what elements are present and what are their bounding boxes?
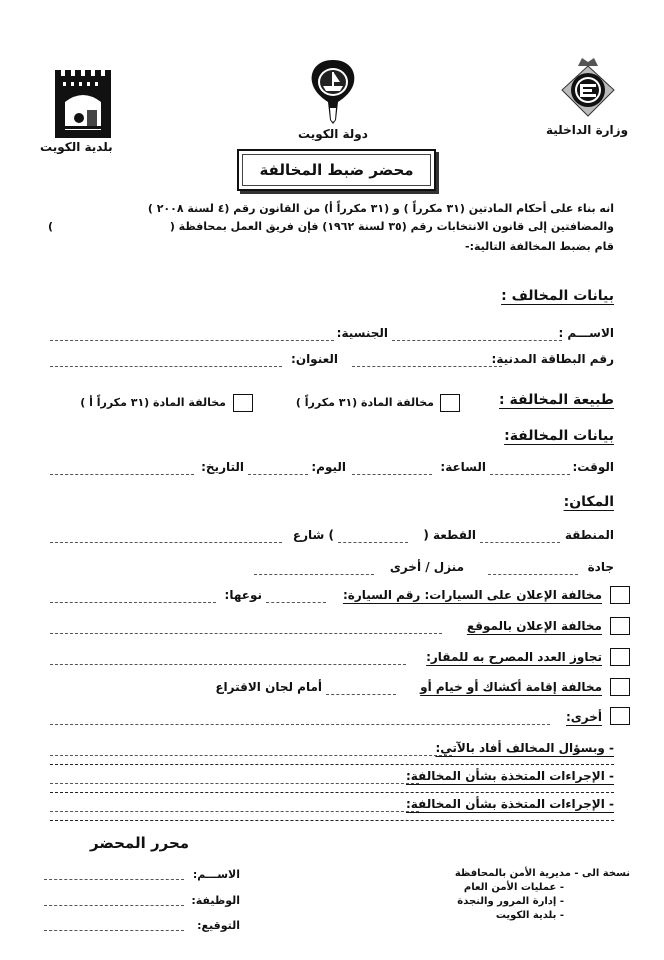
checklist-checkbox-4[interactable] [610, 678, 630, 696]
house-label: منزل / أخرى [389, 560, 464, 574]
checklist-item-1-label: مخالفة الإعلان على السيارات: رقم السيارة: [342, 588, 602, 602]
civil-id-label: رقم البطاقة المدنية: [491, 352, 614, 366]
municipality-logo [53, 70, 113, 140]
area-label: المنطقة [564, 528, 614, 542]
car-type-label: نوعها: [224, 588, 262, 602]
other-field[interactable] [50, 724, 550, 725]
checklist-item-2 [467, 619, 602, 633]
checklist-item-4 [420, 680, 602, 694]
civil-id-field[interactable] [352, 366, 502, 367]
statement-1-label: - وبسؤال المخالف أفاد بالآتي: [435, 741, 614, 755]
hour-label: الساعة: [440, 460, 486, 474]
date-field[interactable] [50, 474, 194, 475]
statement-1-field[interactable] [50, 755, 452, 756]
form-title: محضر ضبط المخالفة [259, 161, 414, 179]
violation-type-checkbox-2[interactable] [233, 394, 253, 412]
car-number-field[interactable] [266, 602, 326, 603]
violation-data-heading [504, 428, 614, 444]
kuwait-emblem-icon [308, 58, 358, 126]
checklist-checkbox-1[interactable] [610, 586, 630, 604]
copies-item-1: - عمليات الأمن العام [463, 882, 564, 893]
municipality-label: بلدية الكويت [40, 140, 113, 154]
checklist-item-3-label: تجاوز العدد المصرح به للمقار: [426, 650, 602, 664]
place-heading-text: المكان: [563, 494, 614, 510]
place-heading [564, 494, 614, 510]
writer-name-label: الاســـم: [192, 868, 240, 881]
checklist-item-3 [426, 650, 602, 664]
time-label: الوقت: [572, 460, 614, 474]
checklist-checkbox-5[interactable] [610, 707, 630, 725]
statement-3-extra-line[interactable] [50, 820, 614, 821]
ministry-label: وزارة الداخلية [546, 123, 629, 137]
violation-data-heading-text: بيانات المخالفة: [504, 428, 614, 444]
intro-line-1: انه بناء على أحكام المادتين (٣١ مكرراً ) و (٣١ مكرراً أ) من القانون رقم (٤ لسنة ٢٠٠٨ ) [147, 202, 614, 215]
violation-type-checkbox-1[interactable] [440, 394, 460, 412]
municipality-emblem-icon [53, 70, 113, 140]
time-field[interactable] [490, 474, 570, 475]
violator-nationality-field[interactable] [50, 340, 334, 341]
intro-line-2 [42, 220, 614, 233]
checklist-item-4-label: مخالفة إقامة أكشاك أو خيام أو [420, 680, 602, 694]
block-field[interactable] [338, 542, 408, 543]
violator-heading [501, 288, 614, 304]
statement-2-label: - الإجراءات المتخذة بشأن المخالفة: [405, 769, 614, 783]
statement-3 [406, 797, 614, 811]
date-label: التاريخ: [201, 460, 244, 474]
ministry-emblem-icon [558, 56, 618, 118]
street-label: ) شارع [292, 528, 334, 542]
state-label: دولة الكويت [298, 127, 368, 141]
intro-line-2-text: والمضافتين إلى قانون الانتخابات رقم (٣٥ لسنة ١٩٦٢) فإن فريق العمل بمحافظة ( [169, 220, 614, 233]
statement-1 [435, 741, 614, 755]
copies-item-3: - بلدية الكويت [495, 910, 564, 921]
day-field[interactable] [248, 474, 308, 475]
writer-signature-field[interactable] [44, 930, 184, 931]
violator-name-field[interactable] [392, 340, 562, 341]
statement-1-extra-line[interactable] [50, 764, 614, 765]
house-field[interactable] [254, 574, 374, 575]
car-type-field[interactable] [50, 602, 216, 603]
avenue-label: جادة [587, 560, 614, 574]
state-emblem [308, 58, 358, 126]
address-field[interactable] [50, 366, 282, 367]
violation-type-label [499, 392, 614, 408]
site-ad-field[interactable] [50, 633, 442, 634]
statement-2-field[interactable] [50, 783, 419, 784]
day-label: اليوم: [311, 460, 346, 474]
avenue-field[interactable] [488, 574, 578, 575]
checklist-item-5 [566, 710, 602, 724]
writer-job-label: الوظيفة: [191, 894, 240, 907]
statement-3-field[interactable] [50, 811, 419, 812]
copies-item-2: - إدارة المرور والنجدة [457, 896, 564, 907]
intro-line-2-close: ) [48, 220, 54, 233]
writer-heading: محرر المحضر [90, 834, 190, 852]
ministry-logo [558, 56, 618, 118]
checklist-item-5-label: أخرى: [565, 710, 602, 724]
violation-type-option-1: مخالفة المادة (٣١ مكرراً ) [295, 396, 434, 409]
checklist-item-1 [343, 588, 602, 602]
violator-nationality-label: الجنسية: [336, 326, 388, 340]
statement-2 [406, 769, 614, 783]
writer-name-field[interactable] [44, 879, 184, 880]
violation-type-label-text: طبيعة المخالفة : [499, 392, 614, 408]
checklist-item-2-label: مخالفة الإعلان بالموقع [466, 619, 602, 633]
area-field[interactable] [480, 542, 560, 543]
statement-2-extra-line[interactable] [50, 792, 614, 793]
writer-job-field[interactable] [44, 905, 184, 906]
violator-heading-text: بيانات المخالف : [501, 288, 614, 304]
violator-name-label: الاســـم : [558, 326, 614, 340]
violation-type-option-2: مخالفة المادة (٣١ مكرراً أ ) [80, 396, 226, 409]
address-label: العنوان: [291, 352, 338, 366]
block-label: القطعة ( [423, 528, 476, 542]
polling-committees-label: أمام لجان الاقتراع [215, 680, 322, 694]
statement-3-label: - الإجراءات المتخذة بشأن المخالفة: [405, 797, 614, 811]
checklist-checkbox-3[interactable] [610, 648, 630, 666]
title-frame [237, 149, 436, 191]
checklist-checkbox-2[interactable] [610, 617, 630, 635]
kiosk-field[interactable] [326, 694, 396, 695]
writer-signature-label: التوقيع: [197, 919, 240, 932]
hq-count-field[interactable] [50, 664, 406, 665]
street-field[interactable] [50, 542, 282, 543]
copies-line-1: نسخة الى - مديرية الأمن بالمحافظة [454, 868, 630, 879]
intro-line-3: قام بضبط المخالفة التالية:- [465, 240, 614, 253]
hour-field[interactable] [352, 474, 432, 475]
